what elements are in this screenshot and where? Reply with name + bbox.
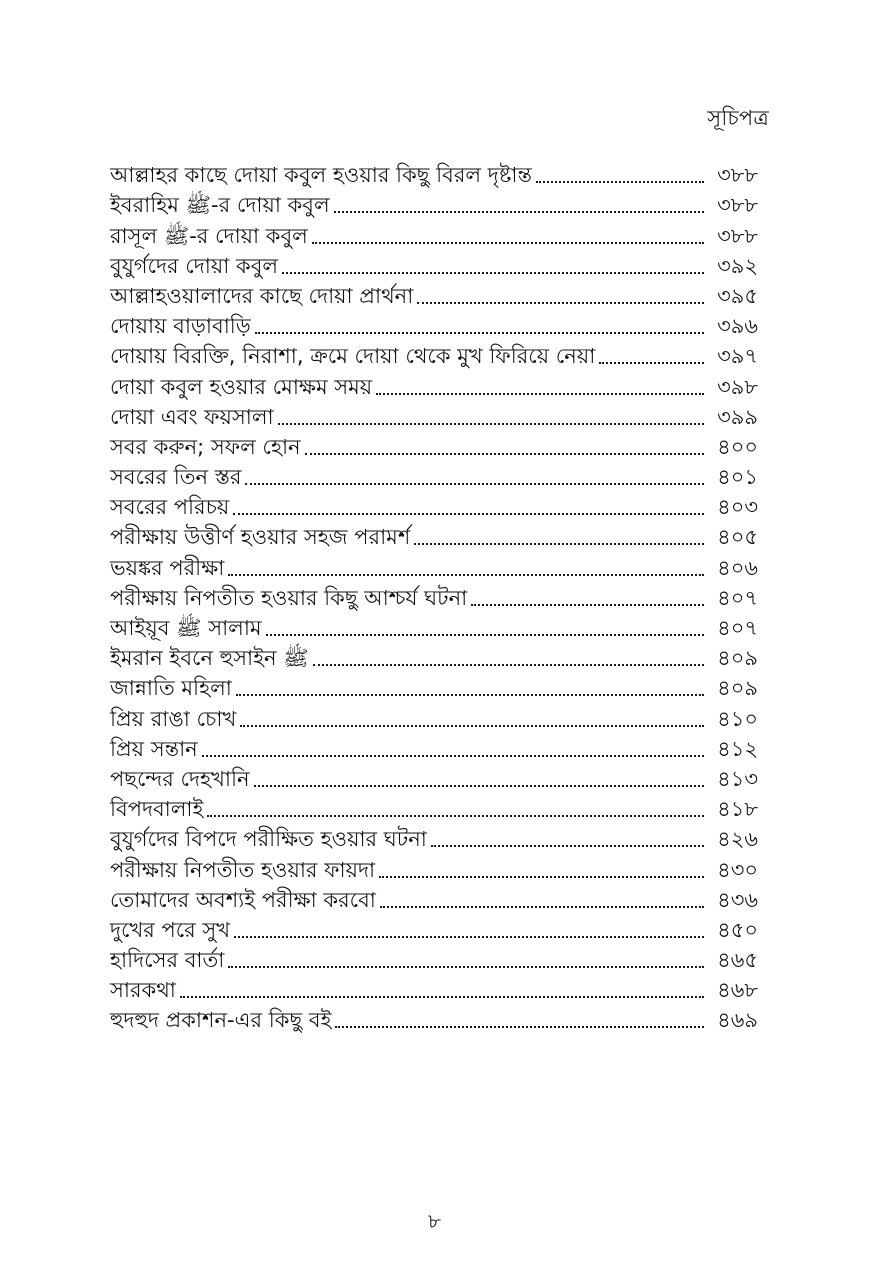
toc-entry: [110, 369, 758, 399]
page-number: ৮: [428, 1209, 441, 1233]
toc-entry: [110, 520, 758, 550]
toc-entry-page: ৩৯৬: [717, 314, 758, 339]
dot-leader: [599, 362, 704, 364]
toc-entry-title: দোয়ায় বিরক্তি, নিরাশা, ক্রমে দোয়া থেকে মুখ ফিরিয়ে নেয়া: [110, 344, 596, 369]
toc-entry-page: ৩৯২: [717, 253, 758, 278]
toc-entry: [110, 158, 758, 188]
dot-leader: [202, 755, 704, 757]
dot-leader: [335, 1026, 704, 1028]
dot-leader: [376, 393, 704, 395]
dot-leader: [240, 725, 704, 727]
dot-leader: [266, 634, 704, 636]
toc-entry: [110, 701, 758, 731]
toc-entry-page: ৩৯৮: [717, 374, 758, 399]
toc-entry-title: ভয়ঙ্কর পরীক্ষা: [110, 555, 225, 580]
toc-entry-title: পরীক্ষায় নিপতীত হওয়ার কিছু আশ্চর্য ঘটনা: [110, 585, 468, 610]
toc-entry: [110, 309, 758, 339]
toc-entry: [110, 732, 758, 762]
toc-entry-title: হাদিসের বার্তা: [110, 948, 225, 973]
dot-leader: [334, 211, 704, 213]
toc-entry: [110, 611, 758, 641]
toc-entry: [110, 249, 758, 279]
dot-leader: [414, 543, 704, 545]
toc-entry-title: তোমাদের অবশ্যই পরীক্ষা করবো: [110, 887, 376, 912]
dot-leader: [379, 876, 704, 878]
dot-leader: [313, 664, 704, 666]
toc-entry: [110, 943, 758, 973]
dot-leader: [254, 785, 704, 787]
toc-entry-page: ৩৯৯: [717, 404, 758, 429]
toc-entry-page: ৪৬৮: [717, 978, 758, 1003]
toc-entry-page: ৩৯৫: [717, 283, 758, 308]
toc-entry: [110, 188, 758, 218]
toc-entry-title: ইমরান ইবনে হুসাইন ﷺ: [110, 646, 309, 671]
table-of-contents: [110, 158, 758, 1033]
toc-entry-title: প্রিয় রাঙা চোখ: [110, 706, 237, 731]
toc-entry-title: সবর করুন; সফল হোন: [110, 434, 301, 459]
toc-entry: [110, 822, 758, 852]
toc-entry-page: ৪০৫: [717, 525, 758, 550]
dot-leader: [380, 906, 704, 908]
toc-entry-title: রাসূল ﷺ-র দোয়া কবুল: [110, 223, 308, 248]
toc-entry-title: দুখের পরে সুখ: [110, 917, 231, 942]
toc-entry: [110, 671, 758, 701]
toc-entry: [110, 641, 758, 671]
toc-entry: [110, 218, 758, 248]
toc-entry-page: ৪১৮: [717, 797, 758, 822]
toc-entry-title: আল্লাহওয়ালাদের কাছে দোয়া প্রার্থনা: [110, 283, 414, 308]
dot-leader: [207, 815, 704, 817]
toc-entry-title: পছন্দের দেহখানি: [110, 766, 250, 791]
toc-entry-page: ৪৬৫: [717, 948, 758, 973]
toc-entry-title: বিপদবালাই: [110, 797, 204, 822]
toc-entry: [110, 883, 758, 913]
dot-leader: [278, 423, 704, 425]
toc-entry: [110, 913, 758, 943]
toc-entry-title: দোয়া কবুল হওয়ার মোক্ষম সময়: [110, 374, 373, 399]
toc-entry-page: ৪০৯: [717, 646, 758, 671]
toc-entry-page: ৪০৯: [717, 676, 758, 701]
toc-entry-title: আইয়ূব ﷺ সালাম: [110, 616, 262, 640]
dot-leader: [312, 242, 704, 244]
toc-entry: [110, 762, 758, 792]
toc-entry-title: সবরের তিন স্তর: [110, 465, 242, 490]
toc-entry: [110, 550, 758, 580]
dot-leader: [471, 604, 704, 606]
toc-entry-title: সারকথা: [110, 978, 176, 1003]
toc-entry-page: ৪৩০: [717, 857, 758, 882]
toc-entry-page: ৪৩৬: [717, 887, 758, 912]
toc-entry-page: ৪২৬: [717, 827, 758, 852]
toc-entry-title: প্রিয় সন্তান: [110, 736, 198, 761]
toc-entry-title: পরীক্ষায় উত্তীর্ণ হওয়ার সহজ পরামর্শ: [110, 525, 411, 550]
dot-leader: [233, 513, 704, 515]
toc-entry: [110, 852, 758, 882]
toc-entry: [110, 430, 758, 460]
toc-entry-page: ৩৮৮: [717, 193, 758, 218]
toc-entry: [110, 400, 758, 430]
dot-leader: [228, 966, 704, 968]
dot-leader: [236, 694, 704, 696]
dot-leader: [180, 996, 704, 998]
toc-entry-title: পরীক্ষায় নিপতীত হওয়ার ফায়দা: [110, 857, 376, 882]
toc-entry-title: দোয়া এবং ফয়সালা: [110, 404, 274, 429]
toc-entry-title: ইবরাহিম ﷺ-র দোয়া কবুল: [110, 193, 330, 218]
toc-entry-page: ৪০৭: [717, 616, 758, 640]
toc-entry: [110, 490, 758, 520]
toc-entry-title: বুযুর্গদের বিপদে পরীক্ষিত হওয়ার ঘটনা: [110, 827, 427, 852]
toc-entry-page: ৪০৩: [717, 495, 758, 520]
toc-entry: [110, 581, 758, 611]
toc-entry-title: জান্নাতি মহিলা: [110, 676, 232, 701]
dot-leader: [536, 181, 704, 183]
toc-entry: [110, 1003, 758, 1033]
toc-entry-title: সবরের পরিচয়: [110, 495, 230, 520]
toc-entry-page: ৩৯৭: [717, 344, 758, 369]
toc-entry-page: ৩৮৮: [717, 223, 758, 248]
toc-entry-title: বুযুর্গদের দোয়া কবুল: [110, 253, 279, 278]
toc-entry: [110, 792, 758, 822]
toc-entry-page: ৪০৬: [717, 555, 758, 580]
dot-leader: [255, 332, 704, 334]
toc-entry-title: দোয়ায় বাড়াবাড়ি: [110, 314, 251, 339]
toc-entry-page: ৩৮৮: [717, 163, 758, 188]
toc-entry-page: ৪১০: [717, 706, 758, 731]
dot-leader: [282, 272, 704, 274]
page-header-title: সূচিপত্র: [707, 106, 769, 130]
toc-entry: [110, 973, 758, 1003]
toc-entry-page: ৪১২: [717, 736, 758, 761]
dot-leader: [305, 453, 704, 455]
toc-entry-title: হুদহুদ প্রকাশন-এর কিছু বই: [110, 1008, 332, 1033]
toc-entry-title: আল্লাহর কাছে দোয়া কবুল হওয়ার কিছু বিরল দৃষ্টান্ত: [110, 163, 532, 188]
dot-leader: [234, 936, 704, 938]
toc-entry-page: ৪৫০: [717, 917, 758, 942]
toc-entry-page: ৪০১: [717, 465, 758, 490]
dot-leader: [245, 483, 704, 485]
dot-leader: [431, 845, 704, 847]
toc-entry-page: ৪০৭: [717, 585, 758, 610]
dot-leader: [417, 302, 704, 304]
toc-entry: [110, 279, 758, 309]
toc-entry: [110, 339, 758, 369]
toc-entry-page: ৪০০: [717, 434, 758, 459]
toc-entry-page: ৪১৩: [717, 766, 758, 791]
toc-entry: [110, 460, 758, 490]
toc-entry-page: ৪৬৯: [717, 1008, 758, 1033]
dot-leader: [228, 574, 704, 576]
